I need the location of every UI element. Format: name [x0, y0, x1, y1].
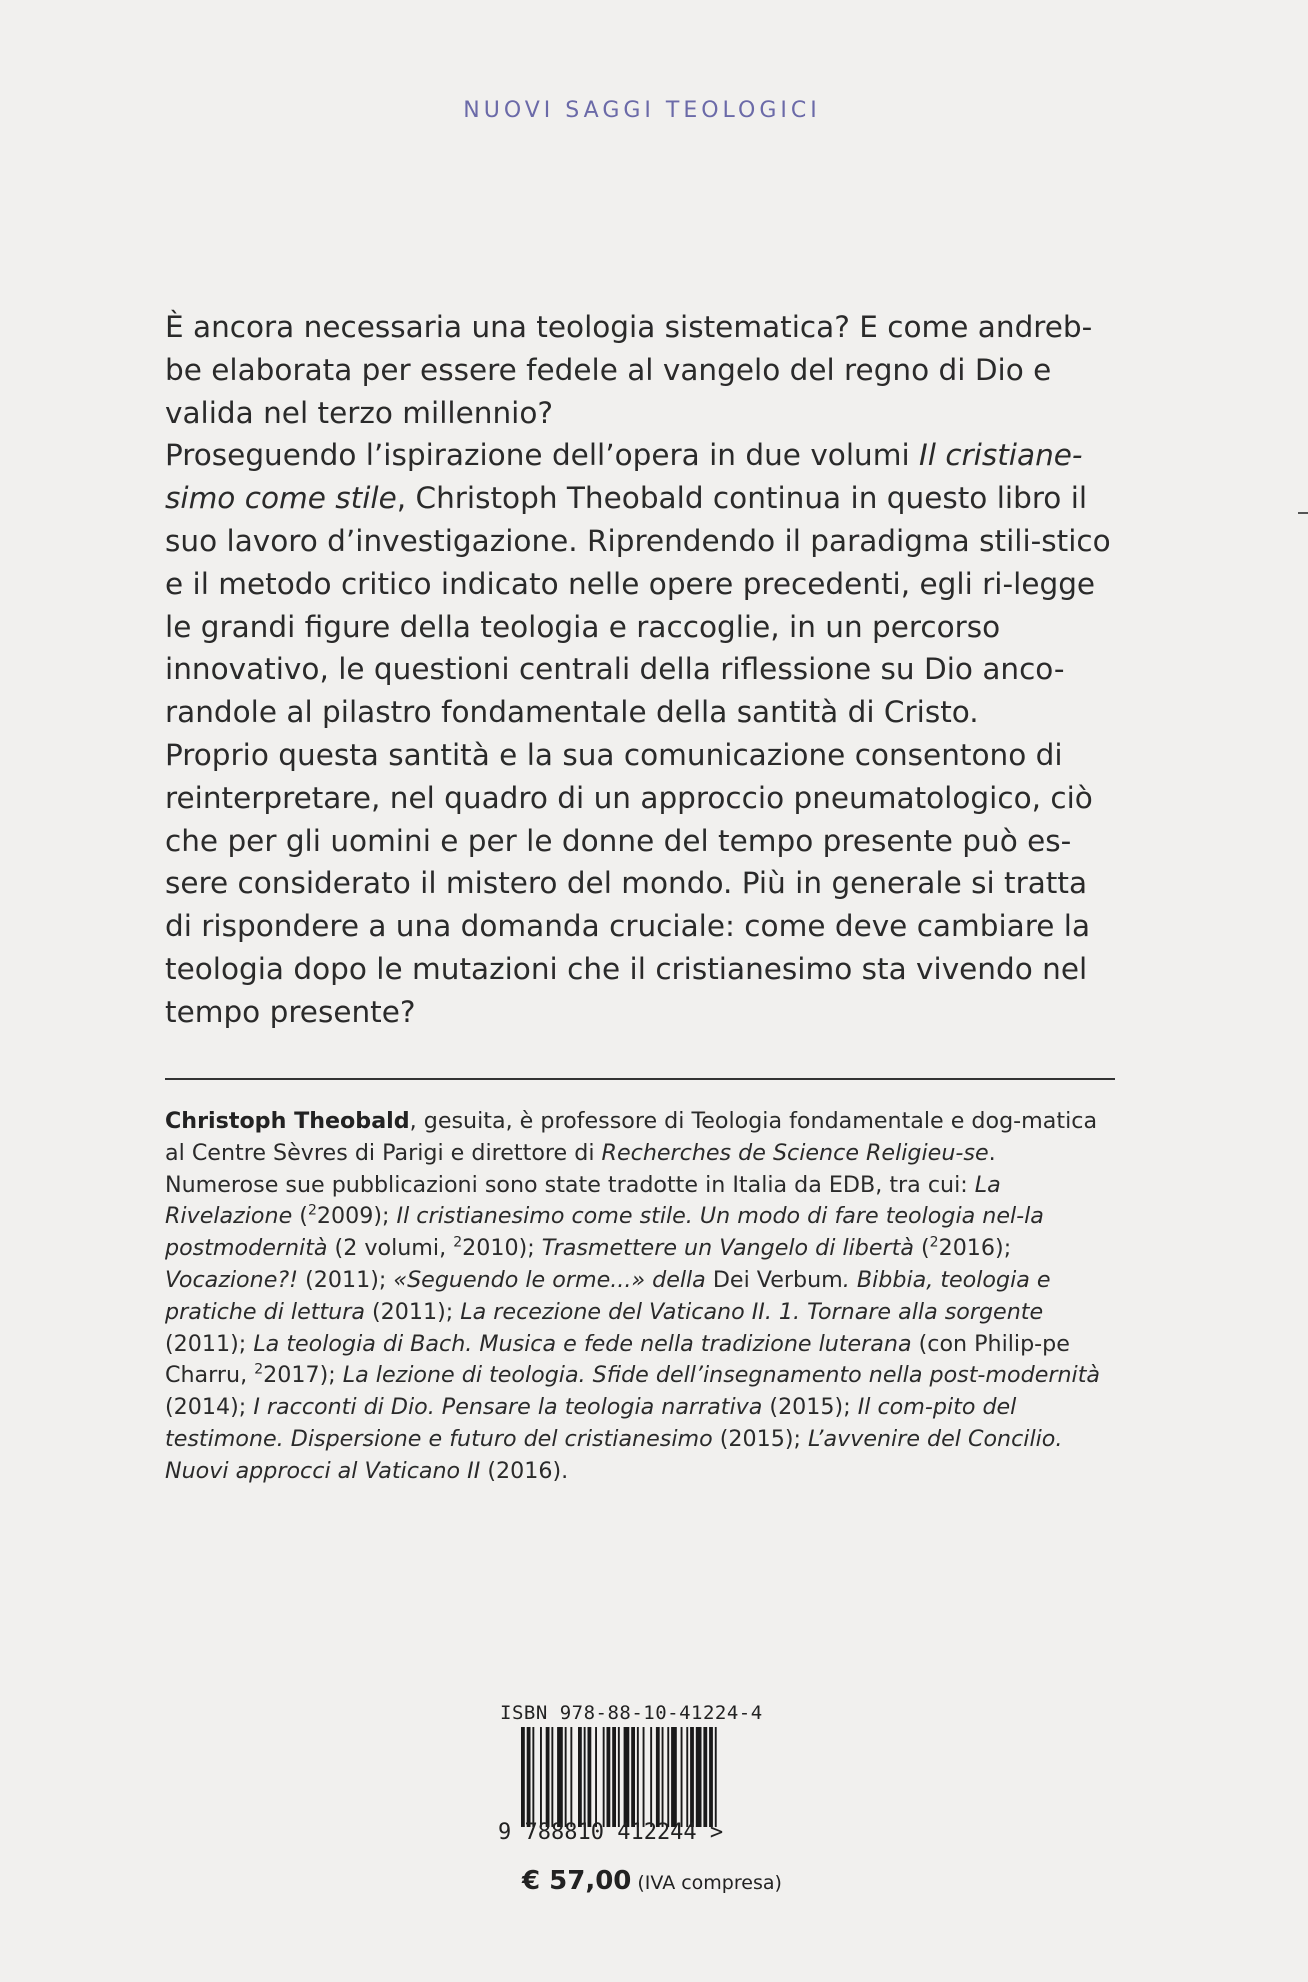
price	[522, 1866, 782, 1896]
bio-text: (2011);	[298, 1266, 394, 1293]
blurb	[165, 306, 1115, 1034]
bio-text: (2014);	[165, 1394, 254, 1421]
bio-text: (2015);	[712, 1425, 809, 1452]
bio-text: . Numerose sue pubblicazioni sono state tradotte in Italia da EDB, tra cui:	[165, 1139, 996, 1198]
bio-title: La teologia di Bach. Musica e fede nella tradizione luterana	[253, 1330, 912, 1357]
blurb-paragraph-3: Proprio questa santità e la sua comunicazione consentono di reinterpretare, nel quadro di un approccio pneumatologico, ciò che per gli uomini e per le donne del tempo presente può es-sere considerato il mistero del mondo. Più in generale si tratta di rispondere a una domanda cruciale: come deve cambiare la teologia dopo le mutazioni che il cristianesimo sta vivendo nel tempo presente?	[165, 737, 1093, 1029]
author-name: Christoph Theobald	[165, 1108, 410, 1134]
bio-title: La recezione del Vaticano II. 1. Tornare alla sorgente	[460, 1298, 1044, 1325]
bio-title: Il com-pito del testimone. Dispersione e futuro del cristianesimo	[165, 1394, 1017, 1452]
bio-title: La Rivelazione	[165, 1171, 1001, 1230]
edition-sup: 2	[453, 1234, 463, 1251]
bio-title: Trasmettere un Vangelo di libertà	[541, 1235, 914, 1262]
bio-title: Vocazione?!	[165, 1266, 299, 1293]
isbn: ISBN 978-88-10-41224-4	[500, 1702, 763, 1724]
price-note: (IVA compresa)	[637, 1872, 782, 1894]
blurb-paragraph-1: È ancora necessaria una teologia sistematica? E come andreb-be elaborata per essere fedele al vangelo del regno di Dio e valida nel terzo millennio?	[165, 310, 1093, 430]
bio-text: (2016).	[480, 1457, 569, 1484]
bio-title: «Seguendo le orme...» della	[393, 1266, 706, 1293]
bio-text: , gesuita, è professore di Teologia fondamentale e dog-matica al Centre Sèvres di Parigi e direttore di	[165, 1108, 1098, 1166]
bio-title: I racconti di Dio. Pensare la teologia narrativa	[253, 1394, 763, 1421]
edition-sup: 2	[307, 1203, 317, 1219]
bio-title: Il cristianesimo come stile. Un modo di fare teologia nel-la postmodernità	[165, 1203, 1044, 1262]
series-title: NUOVI SAGGI TEOLOGICI	[463, 98, 821, 123]
bio-text: (2011);	[364, 1298, 461, 1325]
bio-text: (	[913, 1235, 930, 1262]
edge-mark	[1298, 512, 1308, 514]
bio-text: 2009);	[316, 1203, 397, 1230]
bio-title: La lezione di teologia. Sfide dell’insegnamento nella post-modernità	[342, 1362, 1100, 1389]
bio-title: L’avvenire del Concilio. Nuovi approcci al Vaticano II	[165, 1425, 1063, 1484]
blurb-text: Proseguendo l’ispirazione dell’opera in due volumi	[165, 438, 920, 473]
divider	[165, 1078, 1115, 1080]
bio-text: (con Philip-pe Charru,	[165, 1330, 1070, 1389]
blurb-text: , Christoph Theobald continua in questo libro il suo lavoro d’investigazione. Riprendendo il paradigma stili-stico e il metodo critico indicato nelle opere precedenti, egli ri-legge le grandi figure della teologia e raccoglie, in un percorso innovativo, le questioni centrali della riflessione su Dio anco-randole al pilastro fondamentale della santità di Cristo.	[165, 481, 1111, 730]
edition-sup: 2	[254, 1361, 264, 1378]
bio-text: (2015);	[762, 1394, 858, 1421]
bio-text: 2017);	[263, 1362, 343, 1389]
bio-text: 2010);	[462, 1235, 542, 1262]
bio-text: 2016);	[938, 1235, 1012, 1262]
barcode	[521, 1727, 769, 1827]
price-amount: € 57,00	[522, 1866, 632, 1896]
blurb-book-title: Il cristiane-simo come stile	[165, 438, 1083, 516]
bio-text: (	[292, 1203, 308, 1230]
bio-title: . Bibbia, teologia e pratiche di lettura	[165, 1266, 1051, 1325]
bio-text: (2011);	[165, 1330, 254, 1357]
bio-text: (2 volumi,	[327, 1235, 454, 1262]
blurb-paragraph-2	[165, 434, 1115, 734]
bio-title: Recherches de Science Religieu-se	[601, 1139, 989, 1166]
author-bio	[165, 1106, 1115, 1488]
bio-text: Dei Verbum	[705, 1266, 843, 1293]
edition-sup: 2	[929, 1234, 939, 1251]
barcode-digits: 9 788810 412244 >	[498, 1820, 724, 1845]
